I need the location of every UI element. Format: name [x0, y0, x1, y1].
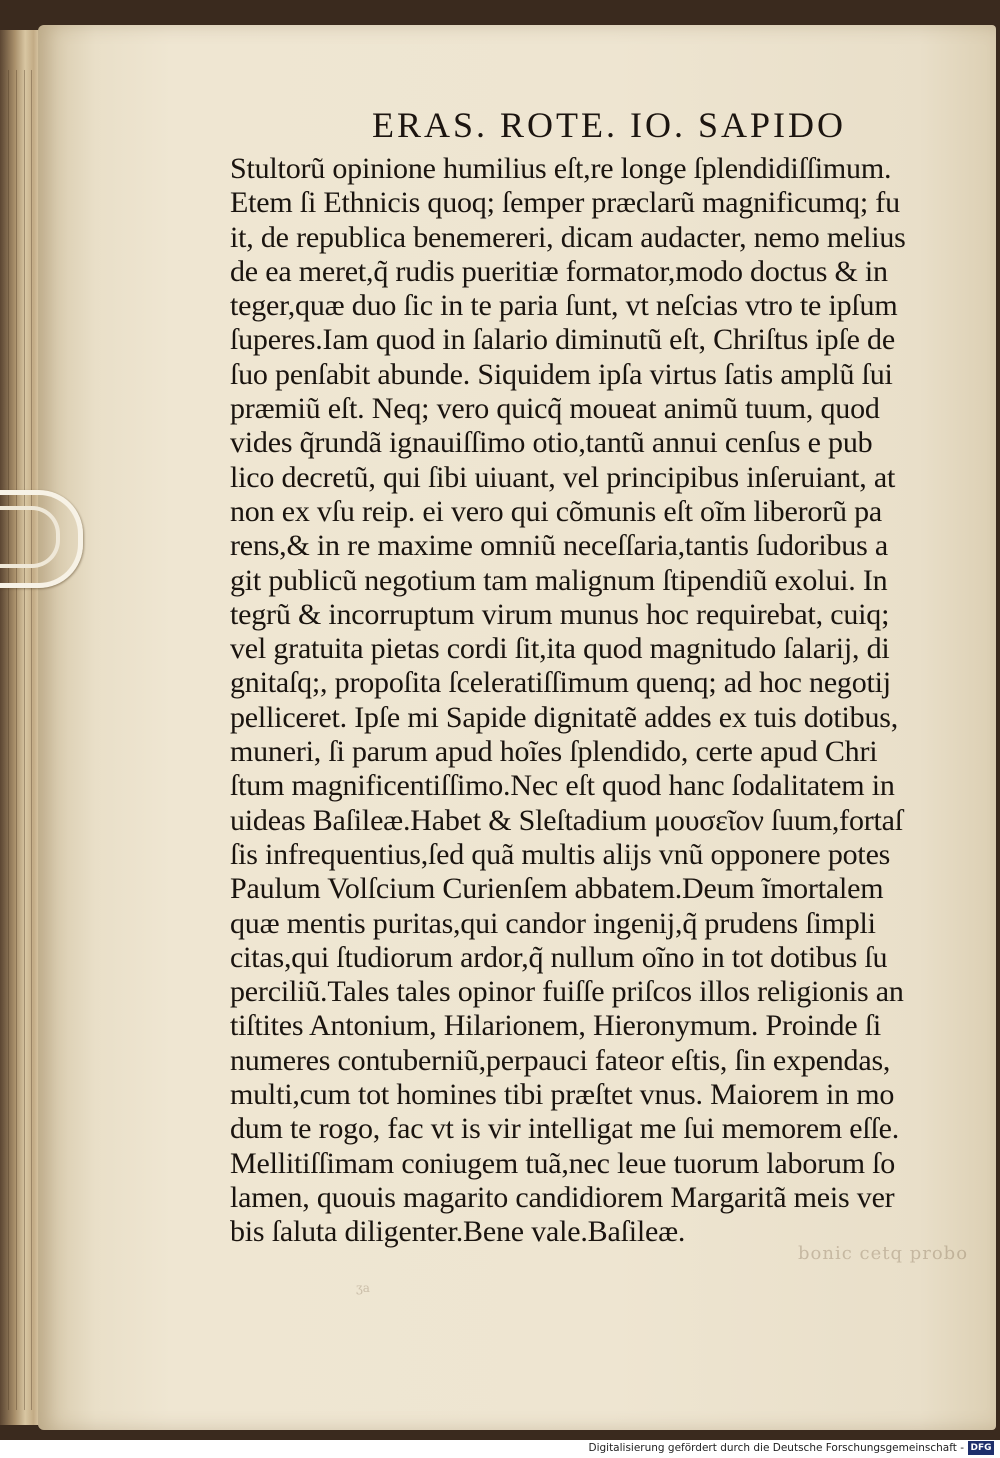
text-line: teger,quæ duo ſic in te paria ſunt, vt neſcias vtro te ipſum: [230, 289, 898, 323]
text-line: numeres contuberniũ,perpauci fateor eſtis, ſin expendas,: [230, 1043, 891, 1077]
text-line: git publicũ negotium tam malignum ſtipendiũ exolui. In: [230, 563, 888, 597]
bookmark-clip-inner: [0, 506, 60, 568]
text-line: tiſtites Antonium, Hilarionem, Hieronymum. Proinde ſi: [230, 1009, 882, 1043]
text-line: tegrũ & incorruptum virum munus hoc requirebat, cuiq;: [230, 597, 890, 631]
text-line: bis ſaluta diligenter.Bene vale.Baſileæ.: [230, 1215, 686, 1249]
text-line: vides q̃rundã ignauiſſimo otio,tantũ annui cenſus e pub: [230, 426, 873, 460]
running-head: ERAS. ROTE. IO. SAPIDO: [372, 105, 847, 145]
text-line: quæ mentis puritas,qui candor ingenij,q̃ prudens ſimpli: [230, 906, 876, 940]
text-line: præmiũ eſt. Neq; vero quicq̃ moueat animũ tuum, quod: [230, 392, 880, 426]
text-line: de ea meret,q̃ rudis pueritiæ formator,modo doctus & in: [230, 254, 888, 288]
text-line: perciliũ.Tales tales opinor fuiſſe priſcos illos religionis an: [230, 975, 904, 1009]
text-line: pelliceret. Ipſe mi Sapide dignitatẽ addes ex tuis dotibus,: [230, 700, 899, 734]
page-edge-line: [24, 70, 25, 1410]
text-line: lamen, quouis magarito candidiorem Margaritã meis ver: [230, 1180, 895, 1214]
letter-body: [230, 152, 950, 1250]
show-through-text: ʒa: [356, 1281, 370, 1295]
text-line: Stultorũ opinione humilius eſt,re longe ſplendidiſſimum.: [230, 152, 892, 185]
page-edges: [0, 30, 42, 1425]
text-line: uideas Baſileæ.Habet & Sleſtadium μουσεῖον ſuum,fortaſ: [230, 803, 903, 837]
text-line: gnitaſq;, propoſita ſceleratiſſimum quenq; ad hoc negotij: [230, 666, 891, 700]
text-line: lico decretũ, qui ſibi uiuant, vel principibus inſeruiant, at: [230, 460, 896, 494]
text-line: Paulum Volſcium Curienſem abbatem.Deum ĩmortalem: [230, 872, 884, 906]
text-line: it, de republica benemereri, dicam audacter, nemo melius: [230, 220, 906, 254]
digitization-credit: Digitalisierung gefördert durch die Deutsche Forschungsgemeinschaft -: [588, 1442, 964, 1454]
dfg-logo-icon: DFG: [968, 1441, 994, 1455]
text-line: ſuo penſabit abunde. Siquidem ipſa virtus ſatis amplũ ſui: [230, 357, 893, 391]
page-edge-line: [8, 70, 9, 1410]
text-line: dum te rogo, fac vt is vir intelligat me ſui memorem eſſe.: [230, 1112, 900, 1146]
text-line: citas,qui ſtudiorum ardor,q̃ nullum oĩno in tot dotibus ſu: [230, 940, 888, 974]
text-line: ſis infrequentius,ſed quã multis alijs vnũ opponere potes: [230, 837, 891, 871]
text-line: rens,& in re maxime omniũ neceſſaria,tantis ſudoribus a: [230, 529, 888, 563]
show-through-text: bonic cetq probo: [798, 1243, 969, 1264]
text-line: Mellitiſſimam coniugem tuã,nec leue tuorum laborum ſo: [230, 1146, 896, 1180]
text-line: muneri, ſi parum apud hoĩes ſplendido, certe apud Chri: [230, 735, 878, 769]
text-line: ſtum magnificentiſſimo.Nec eſt quod hanc ſodalitatem in: [230, 769, 895, 803]
page-edge-line: [31, 70, 32, 1410]
text-line: non ex vſu reip. ei vero qui cõmunis eſt oĩm liberorũ pa: [230, 494, 882, 528]
text-line: multi,cum tot homines tibi præſtet vnus. Maiorem in mo: [230, 1078, 895, 1112]
text-line: Etem ſi Ethnicis quoq; ſemper præclarũ magnificumq; fu: [230, 186, 900, 220]
text-line: vel gratuita pietas cordi ſit,ita quod magnitudo ſalarij, di: [230, 632, 890, 666]
page-edge-line: [16, 70, 17, 1410]
text-line: ſuperes.Iam quod in ſalario diminutũ eſt, Chriſtus ipſe de: [230, 323, 895, 357]
